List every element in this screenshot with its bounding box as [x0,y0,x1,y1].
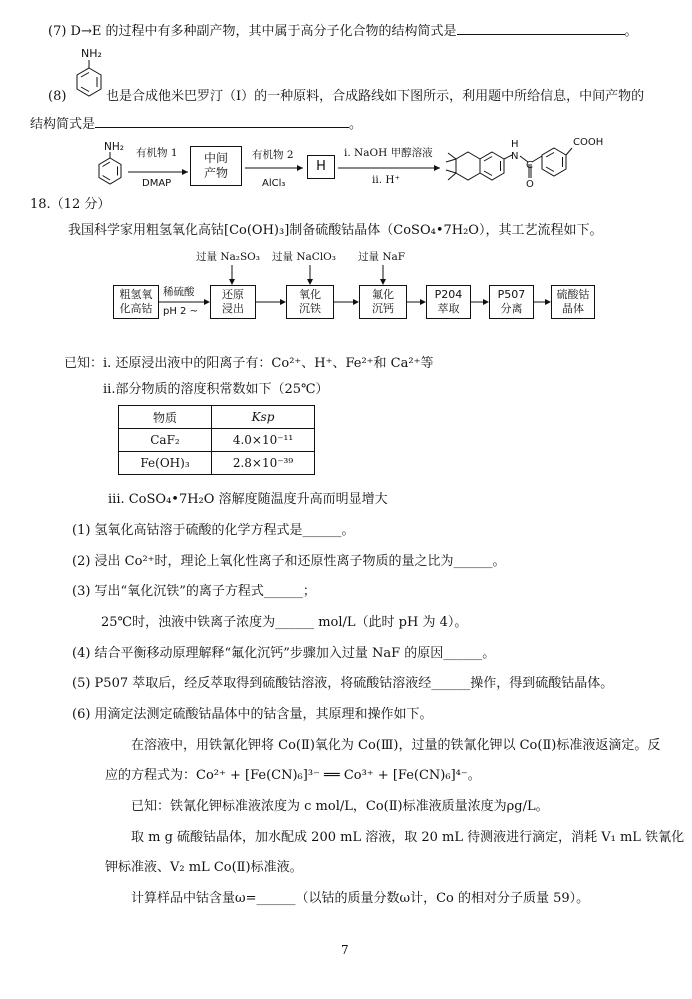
route-intermediate-line1: 中间 [203,151,228,165]
route-reagent1-bottom: DMAP [142,178,172,189]
ksp-row2-substance: Fe(OH)₃ [119,452,212,475]
q7-text: (7) D→E 的过程中有多种副产物，其中属于高分子化合物的结构简式是 [48,24,457,39]
flow-box-fluoride-l1: 氟化 [372,288,394,301]
route-step3-bottom: ii. H⁺ [372,174,401,186]
question-3b: 25℃时，浊液中铁离子浓度为______ mol/L（此时 pH 为 4）。 [101,615,468,630]
flow-box-crystal [551,285,595,319]
flow-box-oxidize-l2: 沉铁 [299,302,321,315]
flow-box-fluoride-l2: 沉钙 [372,302,394,315]
page-number: 7 [341,943,349,957]
route-start-nh2: NH₂ [104,141,124,153]
flow-arrows [0,0,692,330]
flow-box-p204-l1: P204 [434,288,463,301]
flow-box-p204 [426,285,471,319]
question-6-para4: 取 m g 硫酸钴晶体，加水配成 200 mL 溶液，取 20 mL 待测液进行滴定，消耗 V₁ mL 铁氰化 [131,830,685,845]
route-reagent2-bottom: AlCl₃ [262,178,286,189]
question-2: (2) 浸出 Co²⁺时，理论上氧化性离子和还原性离子物质的量之比为______。 [72,554,506,569]
q8-end: 。 [349,117,363,132]
route-reagent2-top: 有机物 2 [252,149,294,161]
question-6-para6: 计算样品中钴含量ω=______（以钴的质量分数ω计，Co 的相对分子质量 59）。 [131,891,590,906]
ksp-table [118,405,315,475]
flow-box-reduce-l2: 浸出 [222,302,244,315]
flow-box-oxidize [286,285,334,319]
route-product-cooh: COOH [573,137,604,148]
route-h-label: H [316,159,326,174]
flow-box-reduce [210,285,256,319]
flow-box-raw-l2: 化高钴 [119,302,153,315]
question-1: (1) 氢氧化高钴溶于硫酸的化学方程式是______。 [72,523,355,538]
flow-reagent-1: 过量 Na₂SO₃ [196,251,261,263]
route-product-n: N [511,151,519,162]
flow-box-raw-l1: 粗氢氧 [119,288,153,301]
flow-reagent-3: 过量 NaF [358,251,406,263]
route-product-o: O [526,179,534,190]
flow-box-p507 [489,285,534,319]
ksp-header-ksp: Ksp [212,406,315,429]
known-ii: ii.部分物质的溶度积常数如下（25℃） [103,382,329,397]
ksp-row2-value: 2.8×10⁻³⁹ [212,452,315,475]
ksp-table-header [119,406,315,429]
route-intermediate-line2: 产物 [203,166,228,180]
q7-end: 。 [624,24,638,39]
route-product-h: H [511,139,519,150]
flow-box-crystal-l2: 晶体 [562,302,584,315]
route-step3-top: i. NaOH 甲醇溶液 [344,147,433,159]
route-product-c: C [526,160,533,171]
flow-box-reduce-l1: 还原 [222,288,244,301]
flow-box-p507-l2: 分离 [500,302,523,315]
q18-intro: 我国科学家用粗氢氧化高钴[Co(OH)₃]制备硫酸钴晶体（CoSO₄•7H₂O），其工艺流程如下。 [68,223,603,238]
table-row [119,429,315,452]
q8-text2: 结构简式是 [30,117,96,132]
flow-box-p507-l1: P507 [497,288,526,301]
flow-reagent-2: 过量 NaClO₃ [272,251,336,263]
question-4: (4) 结合平衡移动原理解释“氟化沉钙”步骤加入过量 NaF 的原因______。 [72,646,496,661]
flow-box-crystal-l1: 硫酸钴 [556,288,590,301]
question-6-para5: 钾标准液、V₂ mL Co(Ⅱ)标准液。 [105,860,303,875]
ksp-header-substance: 物质 [119,406,212,429]
flow-acid-bottom: pH 2 ~ [163,306,198,317]
question-3a: (3) 写出“氧化沉铁”的离子方程式______； [72,584,316,599]
known-i: 已知：i. 还原浸出液中的阳离子有：Co²⁺、H⁺、Fe²⁺和 Ca²⁺等 [64,356,434,371]
question-6-para1: 在溶液中，用铁氰化钾将 Co(Ⅱ)氧化为 Co(Ⅲ)，过量的铁氰化钾以 Co(Ⅱ)标准液返滴定。反 [131,738,661,753]
question-6: (6) 用滴定法测定硫酸钴晶体中的钴含量，其原理和操作如下。 [72,707,433,722]
question-5: (5) P507 萃取后，经反萃取得到硫酸钴溶液，将硫酸钴溶液经______操作，得到硫酸钴晶体。 [72,676,614,691]
known-iii: iii. CoSO₄•7H₂O 溶解度随温度升高而明显增大 [108,492,388,507]
q18-header: 18.（12 分） [30,197,111,212]
q8-text: 也是合成他米巴罗汀（I）的一种原料，合成路线如下图所示，利用题中所给信息，中间产物的 [106,89,645,104]
ksp-row1-substance: CaF₂ [119,429,212,452]
question-6-para2: 应的方程式为：Co²⁺ + [Fe(CN)₆]³⁻ ══ Co³⁺ + [Fe(CN)₆]⁴⁻。 [105,768,481,783]
flow-box-p204-l2: 萃取 [437,302,460,315]
flow-acid-top: 稀硫酸 [163,286,195,298]
flow-box-raw [113,285,159,319]
flow-box-oxidize-l1: 氧化 [299,288,321,301]
route-reagent1-top: 有机物 1 [136,147,178,159]
q8-num: (8) [48,89,67,104]
ksp-row1-value: 4.0×10⁻¹¹ [212,429,315,452]
table-row [119,452,315,475]
q8-nh2-label: NH₂ [81,47,102,60]
question-6-para3: 已知：铁氰化钾标准液浓度为 c mol/L，Co(Ⅱ)标准液质量浓度为ρg/L。 [131,799,549,814]
flow-box-fluoride [359,285,407,319]
